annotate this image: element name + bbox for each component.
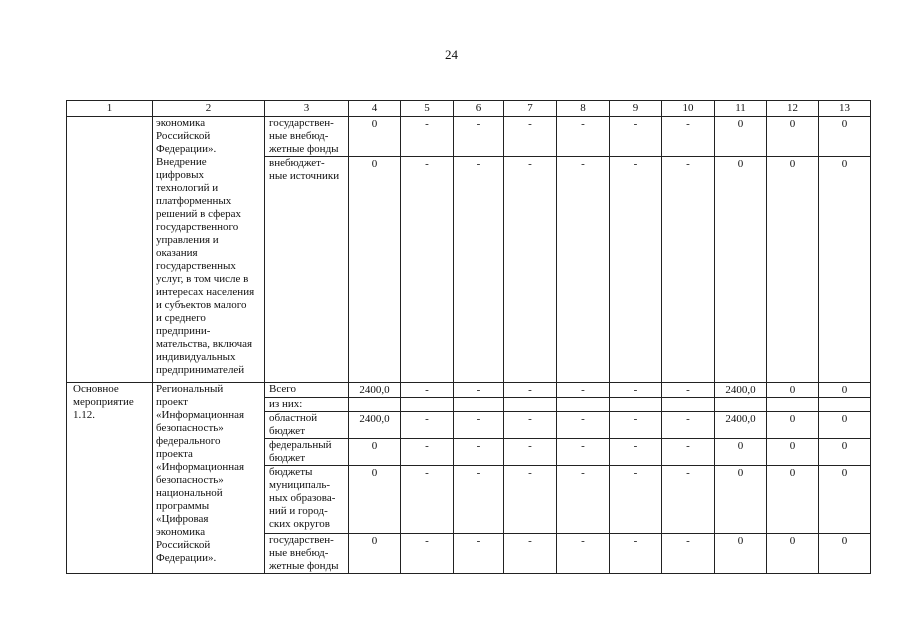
value-cell: 0 <box>715 157 767 383</box>
column-header: 11 <box>715 101 767 117</box>
value-cell: - <box>610 383 662 398</box>
value-cell: 0 <box>767 117 819 157</box>
value-cell: - <box>557 383 610 398</box>
value-cell: - <box>504 383 557 398</box>
funding-source-cell <box>265 466 349 534</box>
funding-source-line: федеральный <box>269 439 332 451</box>
event-name-cell <box>153 383 265 574</box>
value-cell <box>349 398 401 412</box>
funding-source-line: жетные фонды <box>269 560 339 572</box>
value-cell <box>819 398 871 412</box>
value-cell <box>504 398 557 412</box>
funding-source-line: бюджеты <box>269 466 313 478</box>
value-cell: - <box>504 117 557 157</box>
funding-source-line: ные внебюд- <box>269 547 329 559</box>
value-cell: - <box>662 534 715 574</box>
event-name-line: Российской <box>156 130 211 142</box>
event-name-cell <box>153 117 265 383</box>
event-name-line: Российской <box>156 539 211 551</box>
value-cell: - <box>557 439 610 466</box>
value-cell: - <box>454 412 504 439</box>
value-cell: - <box>454 157 504 383</box>
value-cell: 0 <box>819 412 871 439</box>
value-cell: - <box>504 412 557 439</box>
event-name-line: Федерации». <box>156 552 217 564</box>
funding-source-cell <box>265 383 349 398</box>
value-cell: 0 <box>767 466 819 534</box>
funding-source-cell <box>265 534 349 574</box>
value-cell <box>610 398 662 412</box>
funding-source-line: ные источники <box>269 170 340 182</box>
funding-source-cell <box>265 439 349 466</box>
value-cell <box>715 398 767 412</box>
event-name-line: услуг, в том числе в <box>156 273 249 285</box>
value-cell: 0 <box>819 383 871 398</box>
funding-source-cell <box>265 398 349 412</box>
column-header: 9 <box>610 101 662 117</box>
event-name-line: «Цифровая <box>156 513 209 525</box>
value-cell: - <box>504 439 557 466</box>
value-cell <box>401 398 454 412</box>
event-name-line: программы <box>156 500 210 512</box>
funding-source-line: государствен- <box>269 534 334 546</box>
value-cell: 0 <box>819 534 871 574</box>
value-cell: 0 <box>349 439 401 466</box>
value-cell: - <box>662 412 715 439</box>
event-name-line: технологий и <box>156 182 219 194</box>
value-cell: 0 <box>767 383 819 398</box>
value-cell: 2400,0 <box>349 412 401 439</box>
value-cell: - <box>610 412 662 439</box>
event-name-line: Внедрение <box>156 156 207 168</box>
value-cell: 0 <box>349 534 401 574</box>
value-cell: - <box>610 534 662 574</box>
value-cell: 0 <box>349 117 401 157</box>
event-name-line: предприни- <box>156 325 211 337</box>
value-cell: - <box>662 466 715 534</box>
table-row <box>67 383 871 398</box>
event-name-line: безопасность» <box>156 422 224 434</box>
value-cell: - <box>401 466 454 534</box>
column-header: 6 <box>454 101 504 117</box>
value-cell: - <box>557 412 610 439</box>
event-name-line: управления и <box>156 234 219 246</box>
event-name-line: «Информационная <box>156 461 245 473</box>
value-cell: 0 <box>819 117 871 157</box>
event-name-line: национальной <box>156 487 223 499</box>
value-cell: 0 <box>767 412 819 439</box>
value-cell: - <box>610 157 662 383</box>
column-header: 3 <box>265 101 349 117</box>
event-label-line: Основное <box>73 383 119 395</box>
column-header: 10 <box>662 101 715 117</box>
value-cell: - <box>401 439 454 466</box>
event-name-line: федерального <box>156 435 221 447</box>
column-header: 12 <box>767 101 819 117</box>
value-cell: - <box>401 534 454 574</box>
event-name-line: безопасность» <box>156 474 224 486</box>
event-name-line: проект <box>156 396 188 408</box>
event-name-line: проекта <box>156 448 193 460</box>
event-name-line: оказания <box>156 247 198 259</box>
value-cell: 0 <box>349 466 401 534</box>
value-cell: - <box>454 466 504 534</box>
event-name-line: государственного <box>156 221 239 233</box>
value-cell: 0 <box>819 439 871 466</box>
value-cell: - <box>454 117 504 157</box>
value-cell <box>662 398 715 412</box>
event-name-line: интересах населения <box>156 286 255 298</box>
event-name-line: предпринимателей <box>156 364 245 376</box>
column-header: 1 <box>67 101 153 117</box>
event-name-line: решений в сферах <box>156 208 241 220</box>
value-cell: - <box>454 439 504 466</box>
event-cell <box>67 117 153 383</box>
value-cell: - <box>401 157 454 383</box>
event-name-line: индивидуальных <box>156 351 236 363</box>
value-cell <box>557 398 610 412</box>
column-header: 2 <box>153 101 265 117</box>
event-name-line: и субъектов малого <box>156 299 247 311</box>
value-cell: - <box>610 466 662 534</box>
event-name-line: платформенных <box>156 195 232 207</box>
value-cell: - <box>662 439 715 466</box>
value-cell: - <box>610 117 662 157</box>
event-name-line: цифровых <box>156 169 204 181</box>
value-cell: - <box>504 534 557 574</box>
value-cell <box>454 398 504 412</box>
column-header: 7 <box>504 101 557 117</box>
funding-source-line: жетные фонды <box>269 143 339 155</box>
value-cell: - <box>610 439 662 466</box>
event-name-line: мательства, включая <box>156 338 253 350</box>
value-cell: 2400,0 <box>349 383 401 398</box>
value-cell: - <box>504 466 557 534</box>
value-cell: 0 <box>819 466 871 534</box>
value-cell: 2400,0 <box>715 412 767 439</box>
funding-source-cell <box>265 412 349 439</box>
event-cell <box>67 383 153 574</box>
funding-source-line: областной <box>269 412 318 424</box>
value-cell: - <box>504 157 557 383</box>
value-cell: - <box>401 383 454 398</box>
funding-source-line: муниципаль- <box>269 479 331 491</box>
value-cell: - <box>662 383 715 398</box>
event-name-line: Федерации». <box>156 143 217 155</box>
funding-source-line: бюджет <box>269 425 305 437</box>
value-cell: - <box>662 157 715 383</box>
value-cell: - <box>557 534 610 574</box>
event-label-line: мероприятие <box>73 396 134 408</box>
value-cell: 0 <box>715 466 767 534</box>
value-cell: - <box>401 117 454 157</box>
column-header: 13 <box>819 101 871 117</box>
event-name-line: экономика <box>156 526 206 538</box>
budget-table <box>66 100 871 574</box>
funding-source-line: внебюджет- <box>269 157 325 169</box>
event-name-line: и среднего <box>156 312 206 324</box>
value-cell: 0 <box>767 439 819 466</box>
page-number: 24 <box>445 47 458 62</box>
table-row <box>67 117 871 157</box>
funding-source-line: государствен- <box>269 117 334 129</box>
value-cell: 2400,0 <box>715 383 767 398</box>
event-name-line: государственных <box>156 260 236 272</box>
value-cell: - <box>454 383 504 398</box>
funding-source-line: ний и город- <box>269 505 328 517</box>
value-cell: 0 <box>767 534 819 574</box>
event-name-line: «Информационная <box>156 409 245 421</box>
funding-source-line: бюджет <box>269 452 305 464</box>
value-cell: 0 <box>715 534 767 574</box>
value-cell: 0 <box>715 117 767 157</box>
funding-source-line: ских округов <box>269 518 330 530</box>
funding-source-line: Всего <box>269 383 296 395</box>
funding-source-line: ные внебюд- <box>269 130 329 142</box>
value-cell: - <box>662 117 715 157</box>
funding-source-line: ных образова- <box>269 492 336 504</box>
event-name-line: Региональный <box>156 383 224 395</box>
value-cell: - <box>454 534 504 574</box>
value-cell: 0 <box>349 157 401 383</box>
header-row <box>67 101 871 117</box>
value-cell: 0 <box>767 157 819 383</box>
event-name-line: экономика <box>156 117 206 129</box>
column-header: 5 <box>401 101 454 117</box>
column-header: 4 <box>349 101 401 117</box>
column-header: 8 <box>557 101 610 117</box>
funding-source-cell <box>265 117 349 157</box>
value-cell: 0 <box>819 157 871 383</box>
value-cell: 0 <box>715 439 767 466</box>
funding-source-cell <box>265 157 349 383</box>
value-cell: - <box>401 412 454 439</box>
value-cell: - <box>557 466 610 534</box>
event-label-line: 1.12. <box>73 409 95 421</box>
value-cell <box>767 398 819 412</box>
value-cell: - <box>557 157 610 383</box>
funding-source-line: из них: <box>269 398 303 410</box>
value-cell: - <box>557 117 610 157</box>
